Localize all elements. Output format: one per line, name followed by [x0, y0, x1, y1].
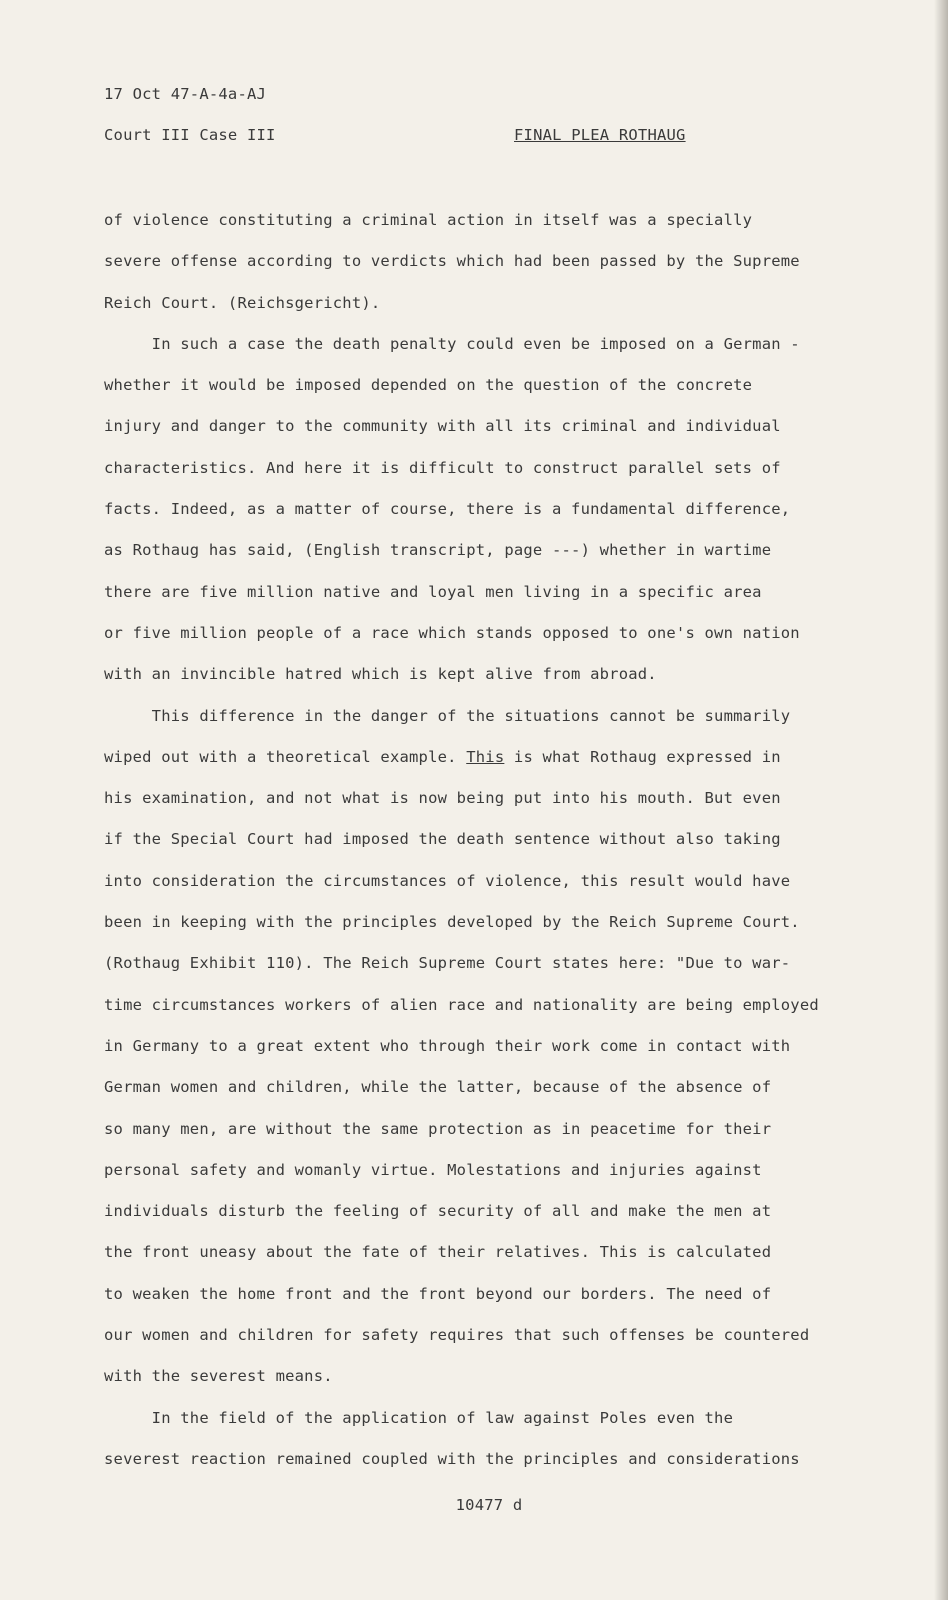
text-line: severe offense according to verdicts which had been passed by the Supreme [104, 252, 800, 271]
body-text [104, 205, 894, 1485]
text-line: In the field of the application of law against Poles even the [104, 1408, 734, 1427]
text-line: the front uneasy about the fate of their relatives. This is calculated [104, 1243, 772, 1262]
text-line: with an invincible hatred which is kept alive from abroad. [104, 665, 657, 684]
text-line: his examination, and not what is now being put into his mouth. But even [104, 789, 781, 808]
text-line: In such a case the death penalty could even be imposed on a German - [104, 334, 800, 353]
text-line: if the Special Court had imposed the death sentence without also taking [104, 830, 781, 849]
text-segment: is what Rothaug expressed in [504, 747, 781, 766]
text-line: (Rothaug Exhibit 110). The Reich Supreme Court states here: "Due to war- [104, 954, 791, 973]
text-line: of violence constituting a criminal action in itself was a specially [104, 211, 753, 229]
court-case-label: Court III Case III [104, 126, 276, 144]
text-line: in Germany to a great extent who through their work come in contact with [104, 1036, 791, 1055]
text-line: severest reaction remained coupled with the principles and considerations [104, 1449, 800, 1468]
text-line: This difference in the danger of the situations cannot be summarily [104, 706, 791, 725]
text-line: facts. Indeed, as a matter of course, there is a fundamental difference, [104, 500, 791, 519]
text-line: personal safety and womanly virtue. Molestations and injuries against [104, 1160, 762, 1179]
text-line [104, 742, 894, 783]
plea-title: FINAL PLEA ROTHAUG [514, 126, 686, 144]
text-line: characteristics. And here it is difficult to construct parallel sets of [104, 458, 781, 477]
text-line: been in keeping with the principles developed by the Reich Supreme Court. [104, 913, 800, 932]
text-line: as Rothaug has said, (English transcript, page ---) whether in wartime [104, 541, 772, 560]
text-line: whether it would be imposed depended on the question of the concrete [104, 376, 753, 395]
page-number: 10477 d [455, 1496, 523, 1514]
underlined-word: This [466, 747, 505, 766]
text-line: with the severest means. [104, 1367, 333, 1386]
text-line: into consideration the circumstances of violence, this result would have [104, 871, 791, 890]
text-line: individuals disturb the feeling of security of all and make the men at [104, 1202, 772, 1221]
text-line: German women and children, while the latter, because of the absence of [104, 1078, 772, 1097]
text-line: there are five million native and loyal men living in a specific area [104, 582, 762, 601]
document-id: 17 Oct 47-A-4a-AJ [104, 85, 267, 103]
text-line: our women and children for safety requires that such offenses be countered [104, 1326, 810, 1345]
text-line: Reich Court. (Reichsgericht). [104, 293, 381, 312]
text-line: or five million people of a race which stands opposed to one's own nation [104, 623, 800, 642]
text-segment: wiped out with a theoretical example. [104, 747, 457, 766]
text-line: injury and danger to the community with all its criminal and individual [104, 417, 781, 436]
text-line: so many men, are without the same protection as in peacetime for their [104, 1119, 772, 1138]
text-line: time circumstances workers of alien race and nationality are being employed [104, 995, 819, 1014]
text-line: to weaken the home front and the front beyond our borders. The need of [104, 1284, 772, 1303]
